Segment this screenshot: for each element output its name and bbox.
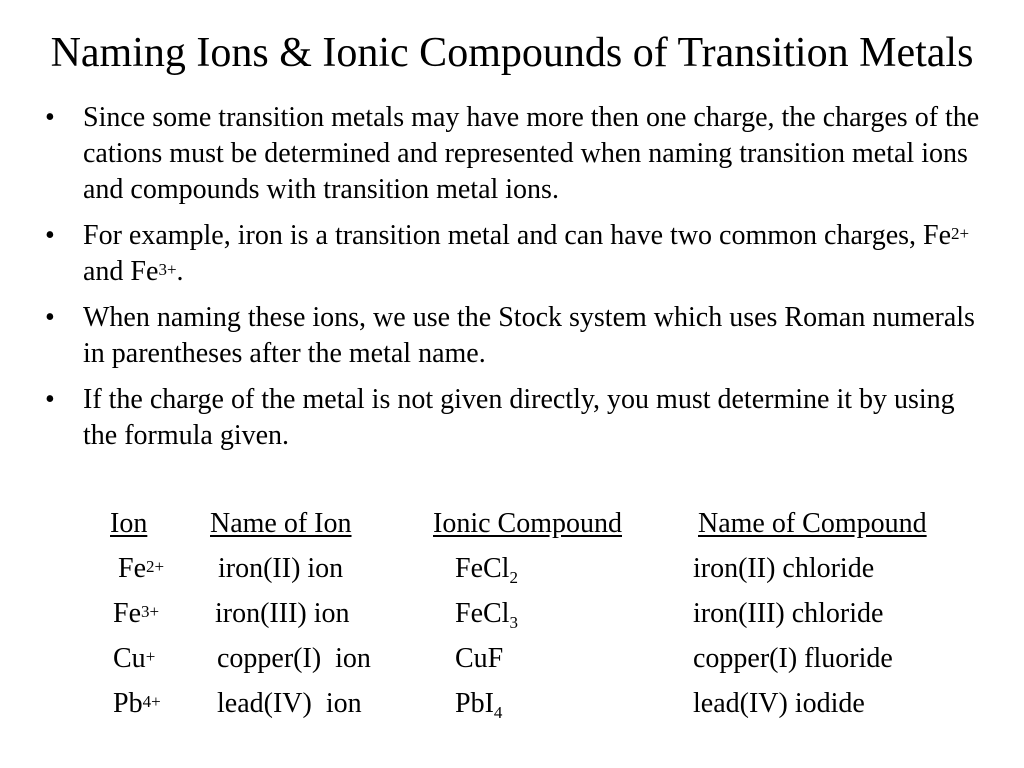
ion-name-cell: iron(II) ion: [218, 553, 344, 584]
ion-name-cell: lead(IV) ion: [217, 688, 362, 719]
bullet-item: [45, 218, 995, 290]
header-ionic-compound: Ionic Compound: [433, 508, 622, 539]
bullet-text-part: For example, iron is a transition metal and can have two common charges, Fe: [83, 220, 952, 251]
compound-cell: [455, 596, 518, 632]
header-name-of-ion: Name of Ion: [210, 508, 352, 539]
bullet-dot: •: [45, 102, 55, 133]
bullet-dot: •: [45, 302, 55, 333]
bullet-item: [45, 382, 995, 454]
bullet-text: If the charge of the metal is not given directly, you must determine it by using the formula given.: [83, 384, 955, 451]
ion-name-cell: iron(III) ion: [215, 598, 350, 629]
bullet-dot: •: [45, 384, 55, 415]
compound-subscript: 2: [509, 568, 518, 587]
compound-formula: FeCl: [455, 553, 510, 584]
ion-cell: [113, 686, 161, 722]
ion-cell: [118, 551, 164, 587]
ion-symbol: Cu: [113, 643, 146, 674]
bullet-text-part: .: [176, 256, 184, 287]
slide-title: Naming Ions & Ionic Compounds of Transition Metals: [50, 30, 974, 76]
bullet-text: When naming these ions, we use the Stock system which uses Roman numerals in parentheses after the metal name.: [83, 302, 975, 369]
bullet-text-part: and Fe: [83, 256, 159, 287]
bullet-dot: •: [45, 220, 55, 251]
compound-cell: [455, 686, 502, 722]
bullet-item: [45, 100, 995, 208]
ion-cell: [113, 641, 155, 677]
ion-symbol: Fe: [113, 598, 141, 629]
bullet-list: [45, 100, 995, 464]
compound-name-cell: lead(IV) iodide: [693, 688, 865, 719]
compound-name-cell: copper(I) fluoride: [693, 643, 893, 674]
charge-superscript: 3+: [158, 260, 177, 279]
ion-symbol: Fe: [118, 553, 146, 584]
header-ion: Ion: [110, 508, 148, 539]
compound-subscript: 4: [493, 703, 503, 722]
compound-formula: FeCl: [455, 598, 510, 629]
compound-cell: [455, 551, 518, 587]
compound-subscript: 3: [509, 613, 518, 632]
compound-cell: [455, 641, 503, 677]
ion-charge: 2+: [146, 557, 165, 576]
ion-name-cell: copper(I) ion: [217, 643, 371, 674]
ion-charge: 3+: [141, 602, 160, 621]
compound-name-cell: iron(II) chloride: [693, 553, 875, 584]
compound-formula: CuF: [455, 643, 504, 674]
header-name-of-compound: Name of Compound: [698, 508, 927, 539]
charge-superscript: 2+: [951, 224, 970, 243]
ion-charge: 4+: [142, 692, 161, 711]
bullet-text: [83, 220, 969, 287]
ion-charge: +: [145, 647, 156, 666]
ion-symbol: Pb: [113, 688, 143, 719]
compound-formula: PbI: [455, 688, 494, 719]
compound-name-cell: iron(III) chloride: [693, 598, 884, 629]
ion-cell: [113, 596, 159, 632]
bullet-item: [45, 300, 995, 372]
bullet-text: Since some transition metals may have more then one charge, the charges of the cations must be determined and represented when naming transition metal ions and compounds with transition metal ions.: [83, 102, 980, 205]
